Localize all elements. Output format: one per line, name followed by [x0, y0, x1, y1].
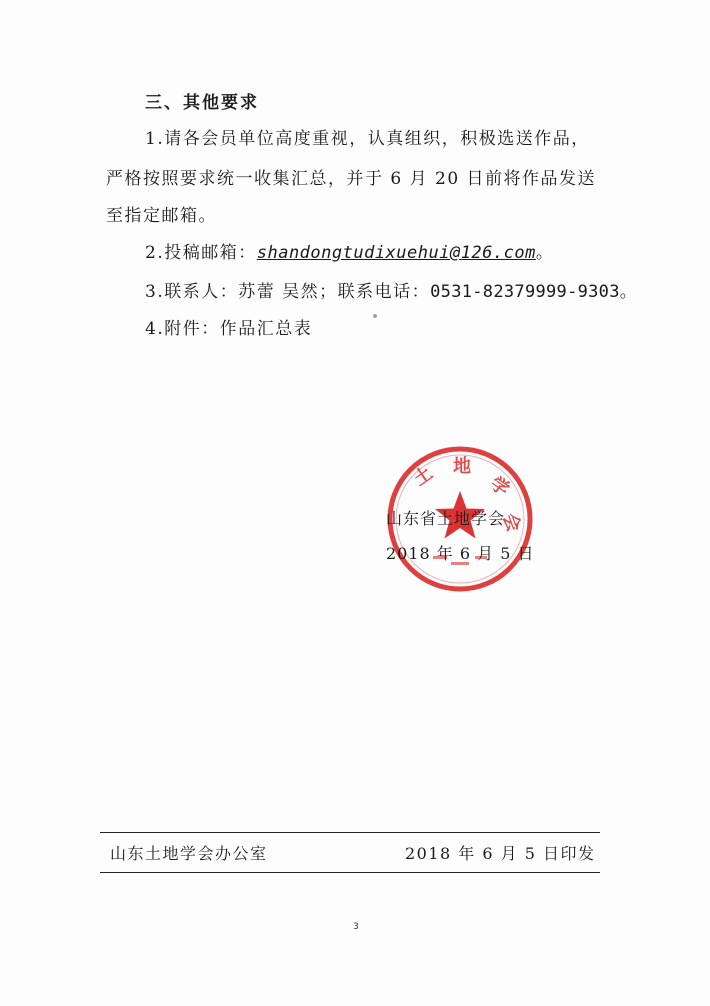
item-1-line-2: 严格按照要求统一收集汇总，并于 6 月 20 日前将作品发送 — [106, 169, 597, 189]
svg-text:地: 地 — [453, 456, 471, 477]
phone-number: 0531-82379999-9303 — [430, 282, 620, 302]
footer-top-rule — [100, 832, 600, 833]
item-3-contact — [145, 281, 638, 303]
section-heading: 三、其他要求 — [145, 93, 259, 113]
item-3-label: 3.联系人：苏蕾 吴然；联系电话： — [145, 282, 431, 302]
item-1-line-3: 至指定邮箱。 — [106, 206, 217, 226]
item-4-attachment: 4.附件：作品汇总表 — [145, 319, 313, 339]
footer-issue-date: 2018 年 6 月 5 日印发 — [405, 844, 596, 863]
item-2-label: 2.投稿邮箱： — [145, 243, 257, 263]
page-number: 3 — [353, 922, 359, 932]
item-3-suffix: 。 — [619, 282, 639, 302]
footer-office: 山东土地学会办公室 — [110, 844, 268, 863]
svg-text:学: 学 — [486, 472, 513, 501]
footer-bottom-rule — [100, 872, 600, 873]
signature-organization: 山东省土地学会 — [386, 509, 506, 528]
item-2-suffix: 。 — [535, 243, 555, 263]
svg-text:土: 土 — [409, 462, 437, 491]
item-2-email — [145, 242, 554, 264]
item-1-line-1: 1.请各会员单位高度重视，认真组织，积极选送作品， — [145, 129, 590, 149]
email-link[interactable]: shandongtudixuehui@126.com — [256, 243, 536, 263]
svg-text:会: 会 — [498, 510, 525, 535]
scan-speck — [373, 314, 377, 318]
signature-date: 2018 年 6 月 5 日 — [386, 544, 535, 563]
